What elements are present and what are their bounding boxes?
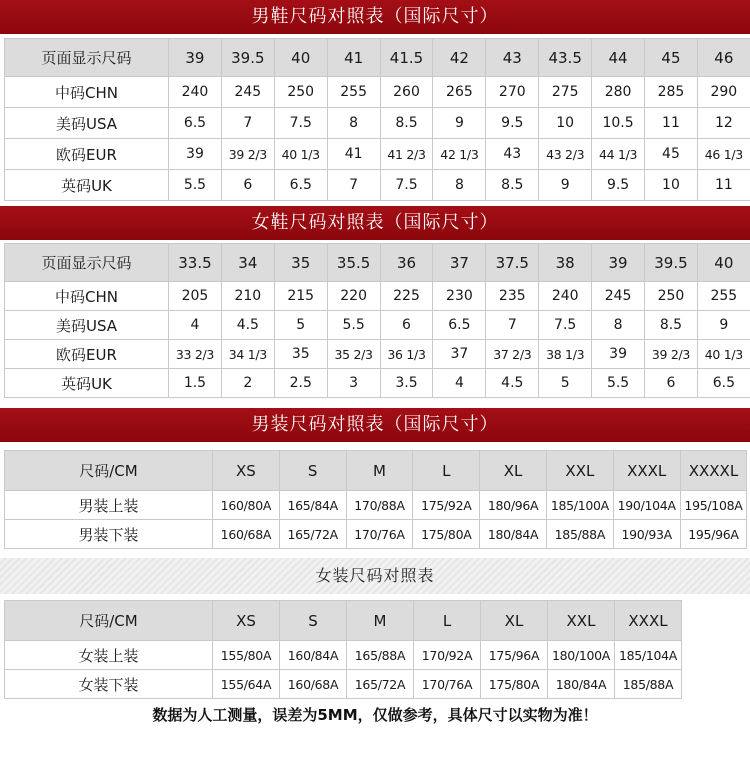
- size-header: 33.5: [169, 244, 222, 282]
- table-cell: 180/84A: [480, 520, 547, 549]
- table-cell: 240: [169, 77, 222, 108]
- mens-shoes-title: 男鞋尺码对照表（国际尺寸）: [0, 0, 750, 34]
- size-header: 38: [539, 244, 592, 282]
- table-cell: 8: [433, 170, 486, 201]
- table-cell: 5: [274, 311, 327, 340]
- table-cell: 6.5: [697, 369, 750, 398]
- table-cell: 4.5: [221, 311, 274, 340]
- table-cell: 245: [221, 77, 274, 108]
- header-row: [5, 451, 747, 491]
- table-row: [5, 108, 750, 139]
- table-cell: 175/80A: [481, 670, 548, 699]
- size-header: L: [413, 451, 480, 491]
- size-header: 40: [274, 39, 327, 77]
- table-row: [5, 491, 747, 520]
- table-cell: 6: [645, 369, 698, 398]
- table-cell: 33 2/3: [169, 340, 222, 369]
- table-cell: 170/76A: [346, 520, 413, 549]
- table-cell: 34 1/3: [221, 340, 274, 369]
- header-row: [5, 244, 750, 282]
- row-label: 中码CHN: [5, 282, 169, 311]
- table-cell: 4: [433, 369, 486, 398]
- table-cell: 165/88A: [347, 641, 414, 670]
- table-cell: 7.5: [380, 170, 433, 201]
- table-cell: 230: [433, 282, 486, 311]
- table-cell: 5.5: [327, 311, 380, 340]
- table-cell: 6.5: [433, 311, 486, 340]
- row-label: 女装上装: [5, 641, 213, 670]
- table-cell: 240: [539, 282, 592, 311]
- table-cell: 9.5: [486, 108, 539, 139]
- size-header: M: [346, 451, 413, 491]
- womens-shoes-title: 女鞋尺码对照表（国际尺寸）: [0, 206, 750, 240]
- table-cell: 195/96A: [680, 520, 747, 549]
- table-cell: 185/104A: [615, 641, 682, 670]
- size-header: 42: [433, 39, 486, 77]
- size-header: 46: [697, 39, 750, 77]
- row-label: 中码CHN: [5, 77, 169, 108]
- mens-shoes-table: [4, 38, 750, 201]
- table-row: [5, 641, 682, 670]
- table-cell: 185/88A: [546, 520, 613, 549]
- table-cell: 45: [645, 139, 698, 170]
- header-label: 页面显示尺码: [5, 244, 169, 282]
- size-header: S: [279, 451, 346, 491]
- size-header: XXXL: [615, 601, 682, 641]
- table-cell: 160/68A: [213, 520, 280, 549]
- table-cell: 12: [697, 108, 750, 139]
- table-row: [5, 77, 750, 108]
- table-cell: 170/88A: [346, 491, 413, 520]
- table-cell: 7: [327, 170, 380, 201]
- size-header: XXL: [548, 601, 615, 641]
- table-cell: 10.5: [592, 108, 645, 139]
- header-label: 尺码/CM: [5, 451, 213, 491]
- size-header: 35.5: [327, 244, 380, 282]
- table-cell: 9: [539, 170, 592, 201]
- table-cell: 1.5: [169, 369, 222, 398]
- row-label: 美码USA: [5, 311, 169, 340]
- table-cell: 2.5: [274, 369, 327, 398]
- table-cell: 9: [697, 311, 750, 340]
- table-cell: 35: [274, 340, 327, 369]
- table-cell: 4.5: [486, 369, 539, 398]
- table-cell: 285: [645, 77, 698, 108]
- table-cell: 185/88A: [615, 670, 682, 699]
- table-cell: 41: [327, 139, 380, 170]
- table-cell: 165/72A: [347, 670, 414, 699]
- table-cell: 175/96A: [481, 641, 548, 670]
- table-cell: 170/76A: [414, 670, 481, 699]
- size-header: 35: [274, 244, 327, 282]
- table-cell: 180/96A: [480, 491, 547, 520]
- header-row: [5, 39, 750, 77]
- table-cell: 6: [221, 170, 274, 201]
- table-cell: 250: [274, 77, 327, 108]
- table-cell: 7.5: [539, 311, 592, 340]
- table-cell: 39 2/3: [645, 340, 698, 369]
- table-cell: 5.5: [169, 170, 222, 201]
- table-row: [5, 311, 750, 340]
- table-cell: 41 2/3: [380, 139, 433, 170]
- womens-shoes-table: [4, 243, 750, 398]
- table-cell: 44 1/3: [592, 139, 645, 170]
- table-cell: 6: [380, 311, 433, 340]
- size-header: XL: [481, 601, 548, 641]
- table-cell: 160/80A: [213, 491, 280, 520]
- table-cell: 11: [645, 108, 698, 139]
- table-row: [5, 369, 750, 398]
- table-cell: 43 2/3: [539, 139, 592, 170]
- table-cell: 270: [486, 77, 539, 108]
- row-label: 男装上装: [5, 491, 213, 520]
- row-label: 男装下装: [5, 520, 213, 549]
- size-header: 39: [169, 39, 222, 77]
- table-cell: 155/64A: [213, 670, 280, 699]
- table-cell: 39: [592, 340, 645, 369]
- size-header: XXL: [546, 451, 613, 491]
- size-header: 37: [433, 244, 486, 282]
- table-cell: 190/93A: [613, 520, 680, 549]
- size-header: 40: [697, 244, 750, 282]
- table-cell: 180/84A: [548, 670, 615, 699]
- size-header: M: [347, 601, 414, 641]
- size-header: XS: [213, 451, 280, 491]
- table-cell: 290: [697, 77, 750, 108]
- table-cell: 9: [433, 108, 486, 139]
- table-cell: 38 1/3: [539, 340, 592, 369]
- table-cell: 175/92A: [413, 491, 480, 520]
- table-cell: 8.5: [645, 311, 698, 340]
- table-cell: 195/108A: [680, 491, 747, 520]
- row-label: 女装下装: [5, 670, 213, 699]
- table-cell: 43: [486, 139, 539, 170]
- womens-clothing-title: 女装尺码对照表: [0, 558, 750, 594]
- size-header: XXXXL: [680, 451, 747, 491]
- table-cell: 260: [380, 77, 433, 108]
- table-row: [5, 520, 747, 549]
- table-cell: 7.5: [274, 108, 327, 139]
- size-header: 45: [645, 39, 698, 77]
- table-cell: 215: [274, 282, 327, 311]
- size-header: 43.5: [539, 39, 592, 77]
- table-cell: 2: [221, 369, 274, 398]
- table-cell: 39 2/3: [221, 139, 274, 170]
- row-label: 美码USA: [5, 108, 169, 139]
- table-cell: 210: [221, 282, 274, 311]
- table-cell: 7: [221, 108, 274, 139]
- table-cell: 36 1/3: [380, 340, 433, 369]
- row-label: 英码UK: [5, 369, 169, 398]
- size-header: S: [280, 601, 347, 641]
- size-header: 34: [221, 244, 274, 282]
- header-label: 页面显示尺码: [5, 39, 169, 77]
- table-cell: 42 1/3: [433, 139, 486, 170]
- table-cell: 40 1/3: [274, 139, 327, 170]
- table-cell: 165/72A: [279, 520, 346, 549]
- size-header: 36: [380, 244, 433, 282]
- table-cell: 8: [327, 108, 380, 139]
- table-cell: 205: [169, 282, 222, 311]
- table-cell: 180/100A: [548, 641, 615, 670]
- table-cell: 160/84A: [280, 641, 347, 670]
- table-cell: 225: [380, 282, 433, 311]
- table-cell: 245: [592, 282, 645, 311]
- table-cell: 250: [645, 282, 698, 311]
- womens-clothing-table: [4, 600, 682, 699]
- row-label: 欧码EUR: [5, 340, 169, 369]
- table-cell: 220: [327, 282, 380, 311]
- table-cell: 8.5: [380, 108, 433, 139]
- table-cell: 40 1/3: [697, 340, 750, 369]
- table-cell: 255: [327, 77, 380, 108]
- table-cell: 185/100A: [546, 491, 613, 520]
- mens-clothing-title: 男装尺码对照表（国际尺寸）: [0, 408, 750, 442]
- size-header: 37.5: [486, 244, 539, 282]
- table-cell: 170/92A: [414, 641, 481, 670]
- size-header: 41.5: [380, 39, 433, 77]
- table-cell: 5: [539, 369, 592, 398]
- size-header: XL: [480, 451, 547, 491]
- table-cell: 255: [697, 282, 750, 311]
- table-cell: 37: [433, 340, 486, 369]
- table-row: [5, 282, 750, 311]
- table-cell: 190/104A: [613, 491, 680, 520]
- table-cell: 10: [645, 170, 698, 201]
- table-cell: 155/80A: [213, 641, 280, 670]
- table-cell: 3.5: [380, 369, 433, 398]
- table-cell: 160/68A: [280, 670, 347, 699]
- table-cell: 8.5: [486, 170, 539, 201]
- table-cell: 37 2/3: [486, 340, 539, 369]
- table-cell: 175/80A: [413, 520, 480, 549]
- footer-note: 数据为人工测量，误差为5MM，仅做参考，具体尺寸以实物为准！: [152, 706, 598, 724]
- row-label: 欧码EUR: [5, 139, 169, 170]
- row-label: 英码UK: [5, 170, 169, 201]
- table-cell: 4: [169, 311, 222, 340]
- table-cell: 280: [592, 77, 645, 108]
- table-row: [5, 139, 750, 170]
- size-header: 43: [486, 39, 539, 77]
- table-cell: 6.5: [274, 170, 327, 201]
- mens-clothing-table: [4, 450, 747, 549]
- header-label: 尺码/CM: [5, 601, 213, 641]
- table-row: [5, 340, 750, 369]
- size-header: XXXL: [613, 451, 680, 491]
- header-row: [5, 601, 682, 641]
- size-header: L: [414, 601, 481, 641]
- size-header: 39: [592, 244, 645, 282]
- table-cell: 235: [486, 282, 539, 311]
- table-row: [5, 170, 750, 201]
- table-cell: 3: [327, 369, 380, 398]
- table-cell: 5.5: [592, 369, 645, 398]
- size-header: 39.5: [221, 39, 274, 77]
- size-header: 44: [592, 39, 645, 77]
- table-cell: 165/84A: [279, 491, 346, 520]
- table-cell: 275: [539, 77, 592, 108]
- table-cell: 9.5: [592, 170, 645, 201]
- table-cell: 10: [539, 108, 592, 139]
- table-cell: 46 1/3: [697, 139, 750, 170]
- table-cell: 11: [697, 170, 750, 201]
- table-cell: 39: [169, 139, 222, 170]
- size-header: 41: [327, 39, 380, 77]
- table-cell: 35 2/3: [327, 340, 380, 369]
- size-header: XS: [213, 601, 280, 641]
- table-cell: 8: [592, 311, 645, 340]
- table-cell: 6.5: [169, 108, 222, 139]
- table-cell: 265: [433, 77, 486, 108]
- table-row: [5, 670, 682, 699]
- table-cell: 7: [486, 311, 539, 340]
- size-header: 39.5: [645, 244, 698, 282]
